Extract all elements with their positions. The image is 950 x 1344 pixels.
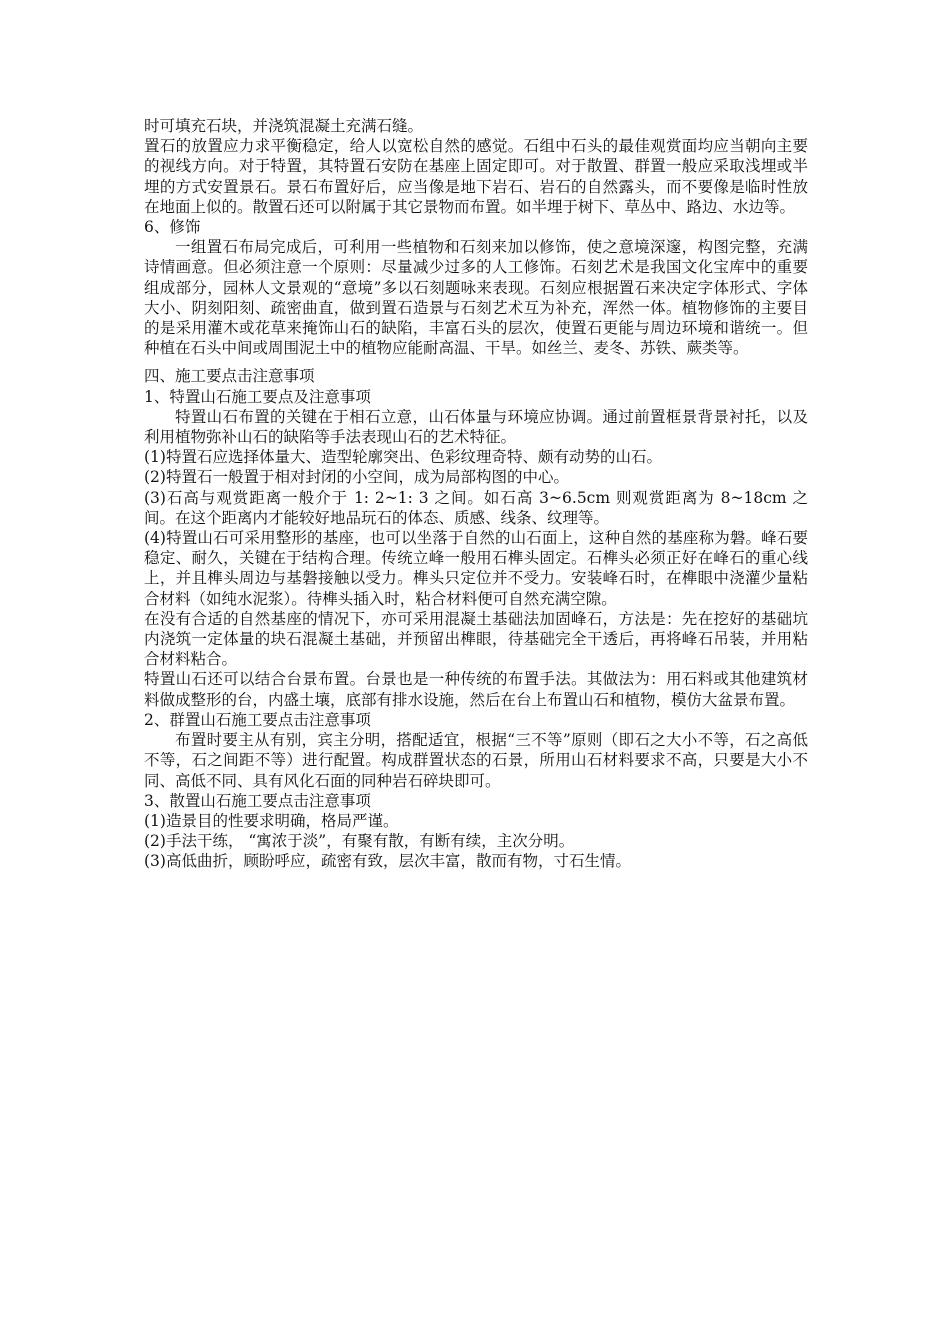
paragraph-group-stone: 布置时要主从有别，宾主分明，搭配适宜，根据“三不等”原则（即石之大小不等，石之高低不等，石之间距不等）进行配置。构成群置状态的石景，所用山石材料要求不高，只要是大小不同、高低不同、具有风化石面的同种岩石碎块即可。: [144, 731, 808, 790]
subheading-scattered-stone: 3、散置山石施工要点击注意事项: [144, 791, 371, 810]
paragraph-placement: 置石的放置应力求平衡稳定，给人以宽松自然的感觉。石组中石头的最佳观赏面均应当朝向主要的视线方向。对于特置，其特置石安防在基座上固定即可。对于散置、群置一般应采取浅埋或半埋的方式安置景石。景石布置好后，应当像是地下岩石、岩石的自然露头，而不要像是临时性放在地面上似的。散置石还可以附属于其它景物而布置。如半埋于树下、草丛中、路边、水边等。: [144, 137, 808, 216]
subheading-special-stone: 1、特置山石施工要点及注意事项: [144, 387, 371, 406]
document-page: [144, 116, 808, 872]
list-item-scattered-2: (2)手法干练， “寓浓于淡”，有聚有散，有断有续，主次分明。: [144, 832, 575, 851]
list-item-special-1: (1)特置石应选择体量大、造型轮廓突出、色彩纹理奇特、颇有动势的山石。: [144, 448, 662, 467]
subheading-group-stone: 2、群置山石施工要点击注意事项: [144, 710, 371, 729]
paragraph-platform: 特置山石还可以结合台景布置。台景也是一种传统的布置手法。其做法为：用石料或其他建筑材料做成整形的台，内盛土壤，底部有排水设施，然后在台上布置山石和植物，模仿大盆景布置。: [144, 670, 808, 709]
list-item-special-4: (4)特置山石可采用整形的基座，也可以坐落于自然的山石面上，这种自然的基座称为磐。峰石要稳定、耐久，关键在于结构合理。传统立峰一般用石榫头固定。石榫头必须正好在峰石的重心线上，并且榫头周边与基磐接触以受力。榫头只定位并不受力。安装峰石时，在榫眼中浇灌少量粘合材料（如纯水泥浆）。待榫头插入时，粘合材料便可自然充满空隙。: [144, 529, 808, 608]
paragraph-concrete-base: 在没有合适的自然基座的情况下，亦可采用混凝土基础法加固峰石，方法是：先在挖好的基础坑内浇筑一定体量的块石混凝土基础，并预留出榫眼，待基础完全干透后，再将峰石吊装，并用粘合材料粘合。: [144, 609, 808, 669]
list-item-special-2: (2)特置石一般置于相对封闭的小空间，成为局部构图的中心。: [144, 468, 569, 487]
paragraph-special-stone-intro: 特置山石布置的关键在于相石立意，山石体量与环境应协调。通过前置框景背景衬托，以及利用植物弥补山石的缺陷等手法表现山石的艺术特征。: [144, 407, 808, 447]
paragraph-decoration: 一组置石布局完成后，可利用一些植物和石刻来加以修饰，使之意境深邃，构图完整，充满诗情画意。但必须注意一个原则：尽量减少过多的人工修饰。石刻艺术是我国文化宝库中的重要组成部分，园林人文景观的“意境”多以石刻题咏来表现。石刻应根据置石来决定字体形式、字体大小、阴刻阳刻、疏密曲直，做到置石造景与石刻艺术互为补充，浑然一体。植物修饰的主要目的是采用灌木或花草来掩饰山石的缺陷，丰富石头的层次，使置石更能与周边环境和谐统一。但种植在石头中间或周围泥土中的植物应能耐高温、干旱。如丝兰、麦冬、苏铁、蕨类等。: [144, 238, 808, 358]
section-heading-construction: 四、施工要点击注意事项: [144, 367, 315, 386]
paragraph-continuation: 时可填充石块，并浇筑混凝土充满石缝。: [144, 117, 424, 135]
list-item-special-3: (3)石高与观赏距离一般介于 1: 2~1: 3 之间。如石高 3~6.5cm 则观赏距离为 8~18cm 之间。在这个距离内才能较好地品玩石的体态、质感、线条、纹理等。: [144, 488, 808, 527]
section-heading-decoration: 6、修饰: [144, 218, 201, 237]
list-item-scattered-1: (1)造景目的性要求明确，格局严谨。: [144, 811, 399, 830]
list-item-scattered-3: (3)高低曲折，顾盼呼应，疏密有致，层次丰富，散而有物，寸石生情。: [144, 852, 631, 871]
